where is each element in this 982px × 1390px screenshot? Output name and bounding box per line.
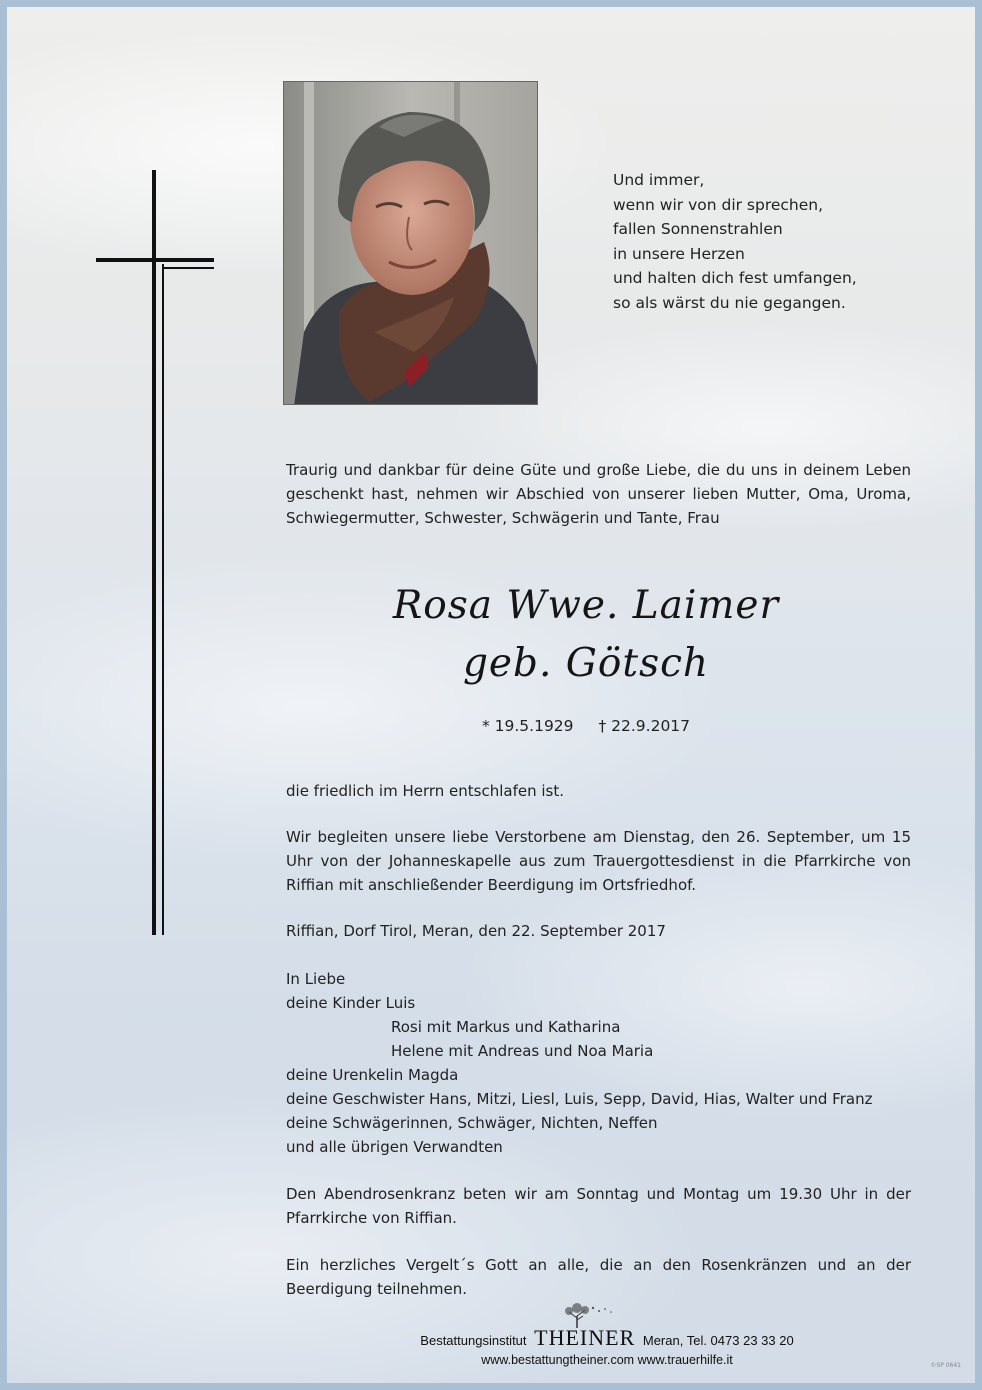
portrait-photo xyxy=(283,81,538,405)
websites: www.bestattungtheiner.com www.trauerhilfe.it xyxy=(481,1353,733,1367)
mourners-list xyxy=(286,967,911,1159)
thanks-text: Ein herzliches Vergelt´s Gott an alle, die an den Rosenkränzen und an der Beerdigung teilnehmen. xyxy=(286,1256,911,1298)
poem-line: Und immer, xyxy=(613,171,705,189)
poem-line: so als wärst du nie gegangen. xyxy=(613,293,846,312)
poem-line: fallen Sonnenstrahlen xyxy=(613,220,783,238)
rosary-text: Den Abendrosenkranz beten wir am Sonntag und Montag um 19.30 Uhr in der Pfarrkirche von Riffian. xyxy=(286,1185,911,1227)
life-dates xyxy=(286,717,886,735)
funeral-text: Wir begleiten unsere liebe Verstorbene am Dienstag, den 26. September, um 15 Uhr von der Johanneskapelle aus zum Trauergottesdienst in die Pfarrkirche von Riffian mit anschließender Beerdigung im Ortsfriedhof. xyxy=(286,828,911,894)
deceased-name: Rosa Wwe. Laimer xyxy=(392,583,780,628)
poem-line: und halten dich fest umfangen, xyxy=(613,269,857,287)
poem-line: wenn wir von dir sprechen, xyxy=(613,195,824,214)
mourners-line: Helene mit Andreas und Noa Maria xyxy=(391,1042,654,1060)
poem xyxy=(613,168,913,315)
maiden-name: geb. Götsch xyxy=(462,641,710,686)
mourners-line: deine Urenkelin Magda xyxy=(286,1066,459,1084)
theiner-logo: THEINER xyxy=(534,1325,636,1350)
contact-info: Meran, Tel. 0473 23 33 20 xyxy=(642,1333,794,1348)
intro-text: Traurig und dankbar für deine Güte und große Liebe, die du uns in deinem Leben geschenkt hast, nehmen wir Abschied von unserer lieben Mutter, Oma, Uroma, Schwiegermutter, Schwester, Schwägerin und Tante, Frau xyxy=(286,461,911,527)
place-date: Riffian, Dorf Tirol, Meran, den 22. September 2017 xyxy=(286,922,666,940)
birth-date: * 19.5.1929 xyxy=(481,717,574,735)
death-date: † 22.9.2017 xyxy=(598,717,691,735)
institute-label: Bestattungsinstitut xyxy=(420,1333,527,1348)
mourners-line: und alle übrigen Verwandten xyxy=(286,1138,503,1156)
mourners-line: In Liebe xyxy=(286,970,346,988)
template-code: ©SP 0641 xyxy=(930,1362,961,1369)
mourners-line: deine Geschwister Hans, Mitzi, Liesl, Luis, Sepp, David, Hias, Walter und Franz xyxy=(286,1090,873,1108)
passed-text: die friedlich im Herrn entschlafen ist. xyxy=(286,782,565,800)
mourners-line: Rosi mit Markus und Katharina xyxy=(391,1018,621,1036)
mourners-line: deine Kinder Luis xyxy=(286,994,416,1012)
footer xyxy=(397,1325,817,1367)
mourners-line: deine Schwägerinnen, Schwäger, Nichten, Neffen xyxy=(286,1114,658,1132)
poem-line: in unsere Herzen xyxy=(613,244,745,263)
